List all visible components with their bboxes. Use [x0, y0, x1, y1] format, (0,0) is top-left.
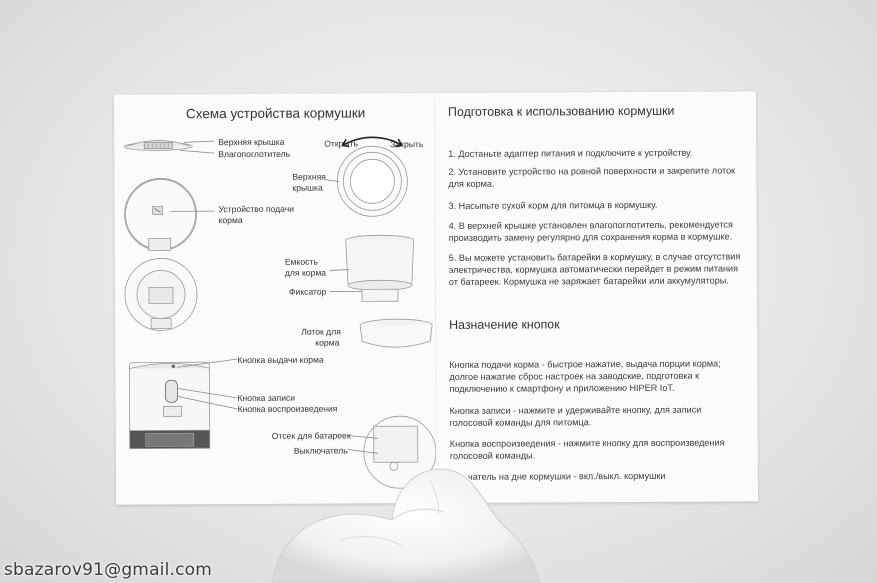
label-feed-device-1: Устройство подачи	[218, 203, 295, 215]
label-lock: Фиксатор	[288, 286, 327, 297]
diagram-title: Схема устройства кормушки	[185, 105, 366, 122]
step-5: 5. Вы можете установить батарейки в кормушку, в случае отсутствия электричества, кормушка автоматически перейдет в режим питания от батареек. Кормушка не заряжает батарейки или аккумуляторы.	[448, 251, 741, 288]
step-4: 4. В верхней крышке установлен влагопоглотитель, рекомендуется производить замену регулярно для сохранения корма в кормушке.	[448, 219, 733, 244]
label-top-lid: Верхняя крышка	[218, 136, 285, 148]
step-3: 3. Насыпьте сухой корм для питомца в кормушку.	[448, 199, 658, 211]
step-1: 1. Достаньте адаптер питания и подключите к устройству.	[448, 147, 693, 159]
label-desiccant: Влагопоглотитель	[218, 148, 291, 160]
label-battery: Отсек для батареек	[271, 430, 351, 441]
label-close: Закрыть	[390, 139, 424, 150]
button-desc-switch: чатель на дне кормушки - вкл./выкл. кормушки	[467, 470, 666, 482]
label-feed-button: Кнопка выдачи корма	[237, 354, 324, 366]
label-play-button: Кнопка воспроизведения	[237, 403, 338, 415]
button-desc-record: Кнопка записи - нажмите и удерживайте кнопку, для записи голосовой команды для питомца.	[449, 404, 702, 429]
label-upper-lid-2: крышка	[292, 182, 323, 193]
label-open: Открыть	[324, 138, 358, 149]
label-container-1: Емкость	[284, 256, 318, 267]
button-desc-play: Кнопка воспроизведения - нажмите кнопку для воспроизведения голосовой команды.	[449, 437, 725, 462]
label-record-button: Кнопка записи	[237, 392, 296, 404]
buttons-title: Назначение кнопок	[449, 317, 560, 332]
label-tray-1: Лоток для	[301, 326, 341, 337]
step-2: 2. Установите устройство на ровной поверхности и закрепите лоток для корма.	[448, 165, 736, 190]
label-feed-device-2: корма	[218, 215, 243, 226]
button-desc-feed: Кнопка подачи корма - быстрое нажатие, выдача порции корма; долгое нажатие сброс настроек на заводские, подготовка к подключению к смартфону и приложению HIPER IoT.	[449, 358, 721, 395]
label-tray-2: корма	[315, 337, 340, 348]
label-switch: Выключатель	[293, 445, 348, 456]
prep-title: Подготовка к использованию кормушки	[447, 103, 675, 119]
watermark: sbazarov91@gmail.com	[4, 560, 213, 580]
label-container-2: для корма	[284, 267, 327, 278]
label-upper-lid-1: Верхняя	[292, 171, 326, 182]
